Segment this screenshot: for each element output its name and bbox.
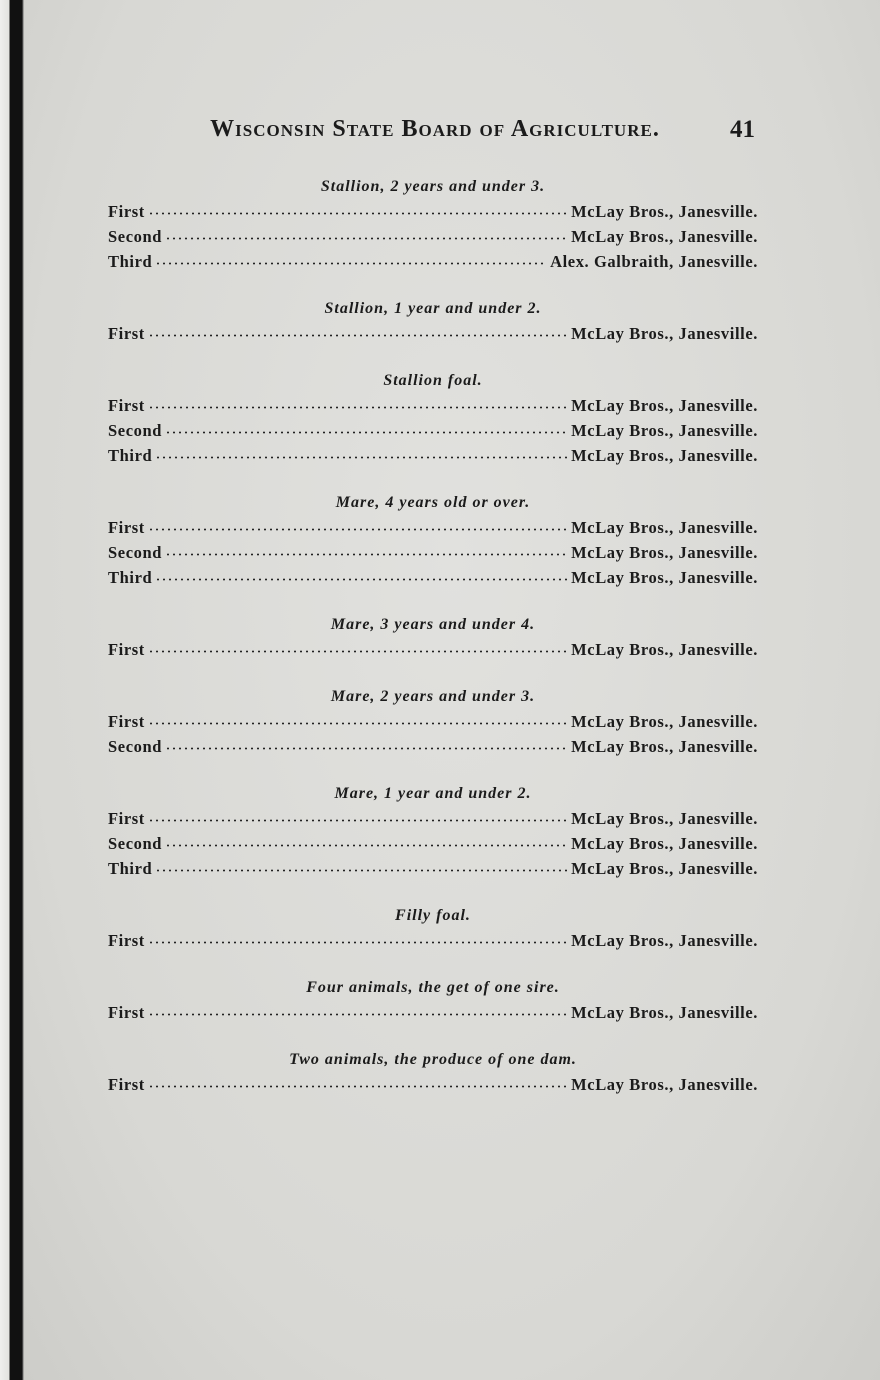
book-binding-edge bbox=[0, 0, 24, 1380]
award-entry bbox=[108, 540, 758, 565]
award-place: Second bbox=[108, 543, 163, 562]
award-entry bbox=[108, 515, 758, 540]
award-place: Second bbox=[108, 834, 163, 853]
section-title: Two animals, the produce of one dam. bbox=[289, 1051, 577, 1068]
award-place: First bbox=[108, 396, 145, 415]
dot-leader bbox=[165, 237, 568, 240]
dot-leader bbox=[155, 262, 547, 265]
dot-leader bbox=[165, 431, 568, 434]
page-number: 41 bbox=[730, 116, 755, 143]
dot-leader bbox=[165, 553, 568, 556]
award-place: Third bbox=[108, 252, 153, 271]
award-entry bbox=[108, 224, 758, 249]
award-entry bbox=[108, 637, 758, 662]
award-place: First bbox=[108, 1075, 145, 1094]
dot-leader bbox=[155, 578, 568, 581]
award-entry bbox=[108, 418, 758, 443]
award-winner: McLay Bros., Janesville. bbox=[571, 227, 758, 246]
award-section bbox=[108, 368, 758, 468]
dot-leader bbox=[148, 1085, 568, 1088]
award-winner: McLay Bros., Janesville. bbox=[571, 518, 758, 537]
award-winner: McLay Bros., Janesville. bbox=[571, 834, 758, 853]
section-title: Mare, 1 year and under 2. bbox=[334, 785, 532, 802]
dot-leader bbox=[148, 212, 568, 215]
award-entry bbox=[108, 1000, 758, 1025]
award-entry bbox=[108, 321, 758, 346]
section-title: Mare, 4 years old or over. bbox=[335, 494, 531, 511]
award-section bbox=[108, 975, 758, 1025]
dot-leader bbox=[148, 528, 568, 531]
dot-leader bbox=[165, 844, 568, 847]
award-place: Third bbox=[108, 859, 153, 878]
dot-leader bbox=[165, 747, 568, 750]
award-winner: McLay Bros., Janesville. bbox=[571, 737, 758, 756]
award-entry bbox=[108, 393, 758, 418]
award-winner: McLay Bros., Janesville. bbox=[571, 324, 758, 343]
section-title: Stallion foal. bbox=[383, 372, 483, 389]
award-winner: McLay Bros., Janesville. bbox=[571, 421, 758, 440]
award-winner: McLay Bros., Janesville. bbox=[571, 809, 758, 828]
award-section bbox=[108, 296, 758, 346]
award-section bbox=[108, 781, 758, 881]
dot-leader bbox=[148, 406, 568, 409]
section-title: Filly foal. bbox=[395, 907, 471, 924]
award-place: First bbox=[108, 518, 145, 537]
award-section bbox=[108, 684, 758, 759]
award-place: First bbox=[108, 324, 145, 343]
award-winner: McLay Bros., Janesville. bbox=[571, 859, 758, 878]
award-list bbox=[108, 174, 758, 1119]
award-entry bbox=[108, 249, 758, 274]
dot-leader bbox=[148, 941, 568, 944]
award-place: Second bbox=[108, 421, 163, 440]
award-winner: McLay Bros., Janesville. bbox=[571, 396, 758, 415]
award-place: Third bbox=[108, 446, 153, 465]
award-winner: McLay Bros., Janesville. bbox=[571, 1003, 758, 1022]
award-section bbox=[108, 174, 758, 274]
award-winner: McLay Bros., Janesville. bbox=[571, 446, 758, 465]
award-winner: Alex. Galbraith, Janesville. bbox=[550, 252, 758, 271]
dot-leader bbox=[148, 334, 568, 337]
award-place: First bbox=[108, 1003, 145, 1022]
award-place: First bbox=[108, 202, 145, 221]
award-section bbox=[108, 1047, 758, 1097]
award-place: First bbox=[108, 931, 145, 950]
dot-leader bbox=[148, 819, 568, 822]
award-entry bbox=[108, 831, 758, 856]
award-place: First bbox=[108, 640, 145, 659]
section-title: Mare, 3 years and under 4. bbox=[330, 616, 536, 633]
award-winner: McLay Bros., Janesville. bbox=[571, 931, 758, 950]
dot-leader bbox=[148, 650, 568, 653]
award-section bbox=[108, 903, 758, 953]
section-title: Mare, 2 years and under 3. bbox=[330, 688, 536, 705]
section-title: Stallion, 2 years and under 3. bbox=[320, 178, 546, 195]
award-place: Third bbox=[108, 568, 153, 587]
section-title: Stallion, 1 year and under 2. bbox=[324, 300, 542, 317]
award-winner: McLay Bros., Janesville. bbox=[571, 543, 758, 562]
award-section bbox=[108, 612, 758, 662]
award-place: First bbox=[108, 712, 145, 731]
award-place: First bbox=[108, 809, 145, 828]
award-entry bbox=[108, 928, 758, 953]
award-winner: McLay Bros., Janesville. bbox=[571, 712, 758, 731]
award-section bbox=[108, 490, 758, 590]
award-winner: McLay Bros., Janesville. bbox=[571, 568, 758, 587]
award-winner: McLay Bros., Janesville. bbox=[571, 1075, 758, 1094]
award-entry bbox=[108, 443, 758, 468]
award-place: Second bbox=[108, 227, 163, 246]
award-entry bbox=[108, 565, 758, 590]
section-title: Four animals, the get of one sire. bbox=[306, 979, 560, 996]
dot-leader bbox=[148, 1013, 568, 1016]
award-entry bbox=[108, 734, 758, 759]
award-place: Second bbox=[108, 737, 163, 756]
running-header: Wisconsin State Board of Agriculture. bbox=[210, 116, 660, 142]
dot-leader bbox=[155, 869, 568, 872]
dot-leader bbox=[148, 722, 568, 725]
dot-leader bbox=[155, 456, 568, 459]
award-winner: McLay Bros., Janesville. bbox=[571, 640, 758, 659]
award-winner: McLay Bros., Janesville. bbox=[571, 202, 758, 221]
award-entry bbox=[108, 806, 758, 831]
award-entry bbox=[108, 1072, 758, 1097]
award-entry bbox=[108, 709, 758, 734]
award-entry bbox=[108, 199, 758, 224]
award-entry bbox=[108, 856, 758, 881]
